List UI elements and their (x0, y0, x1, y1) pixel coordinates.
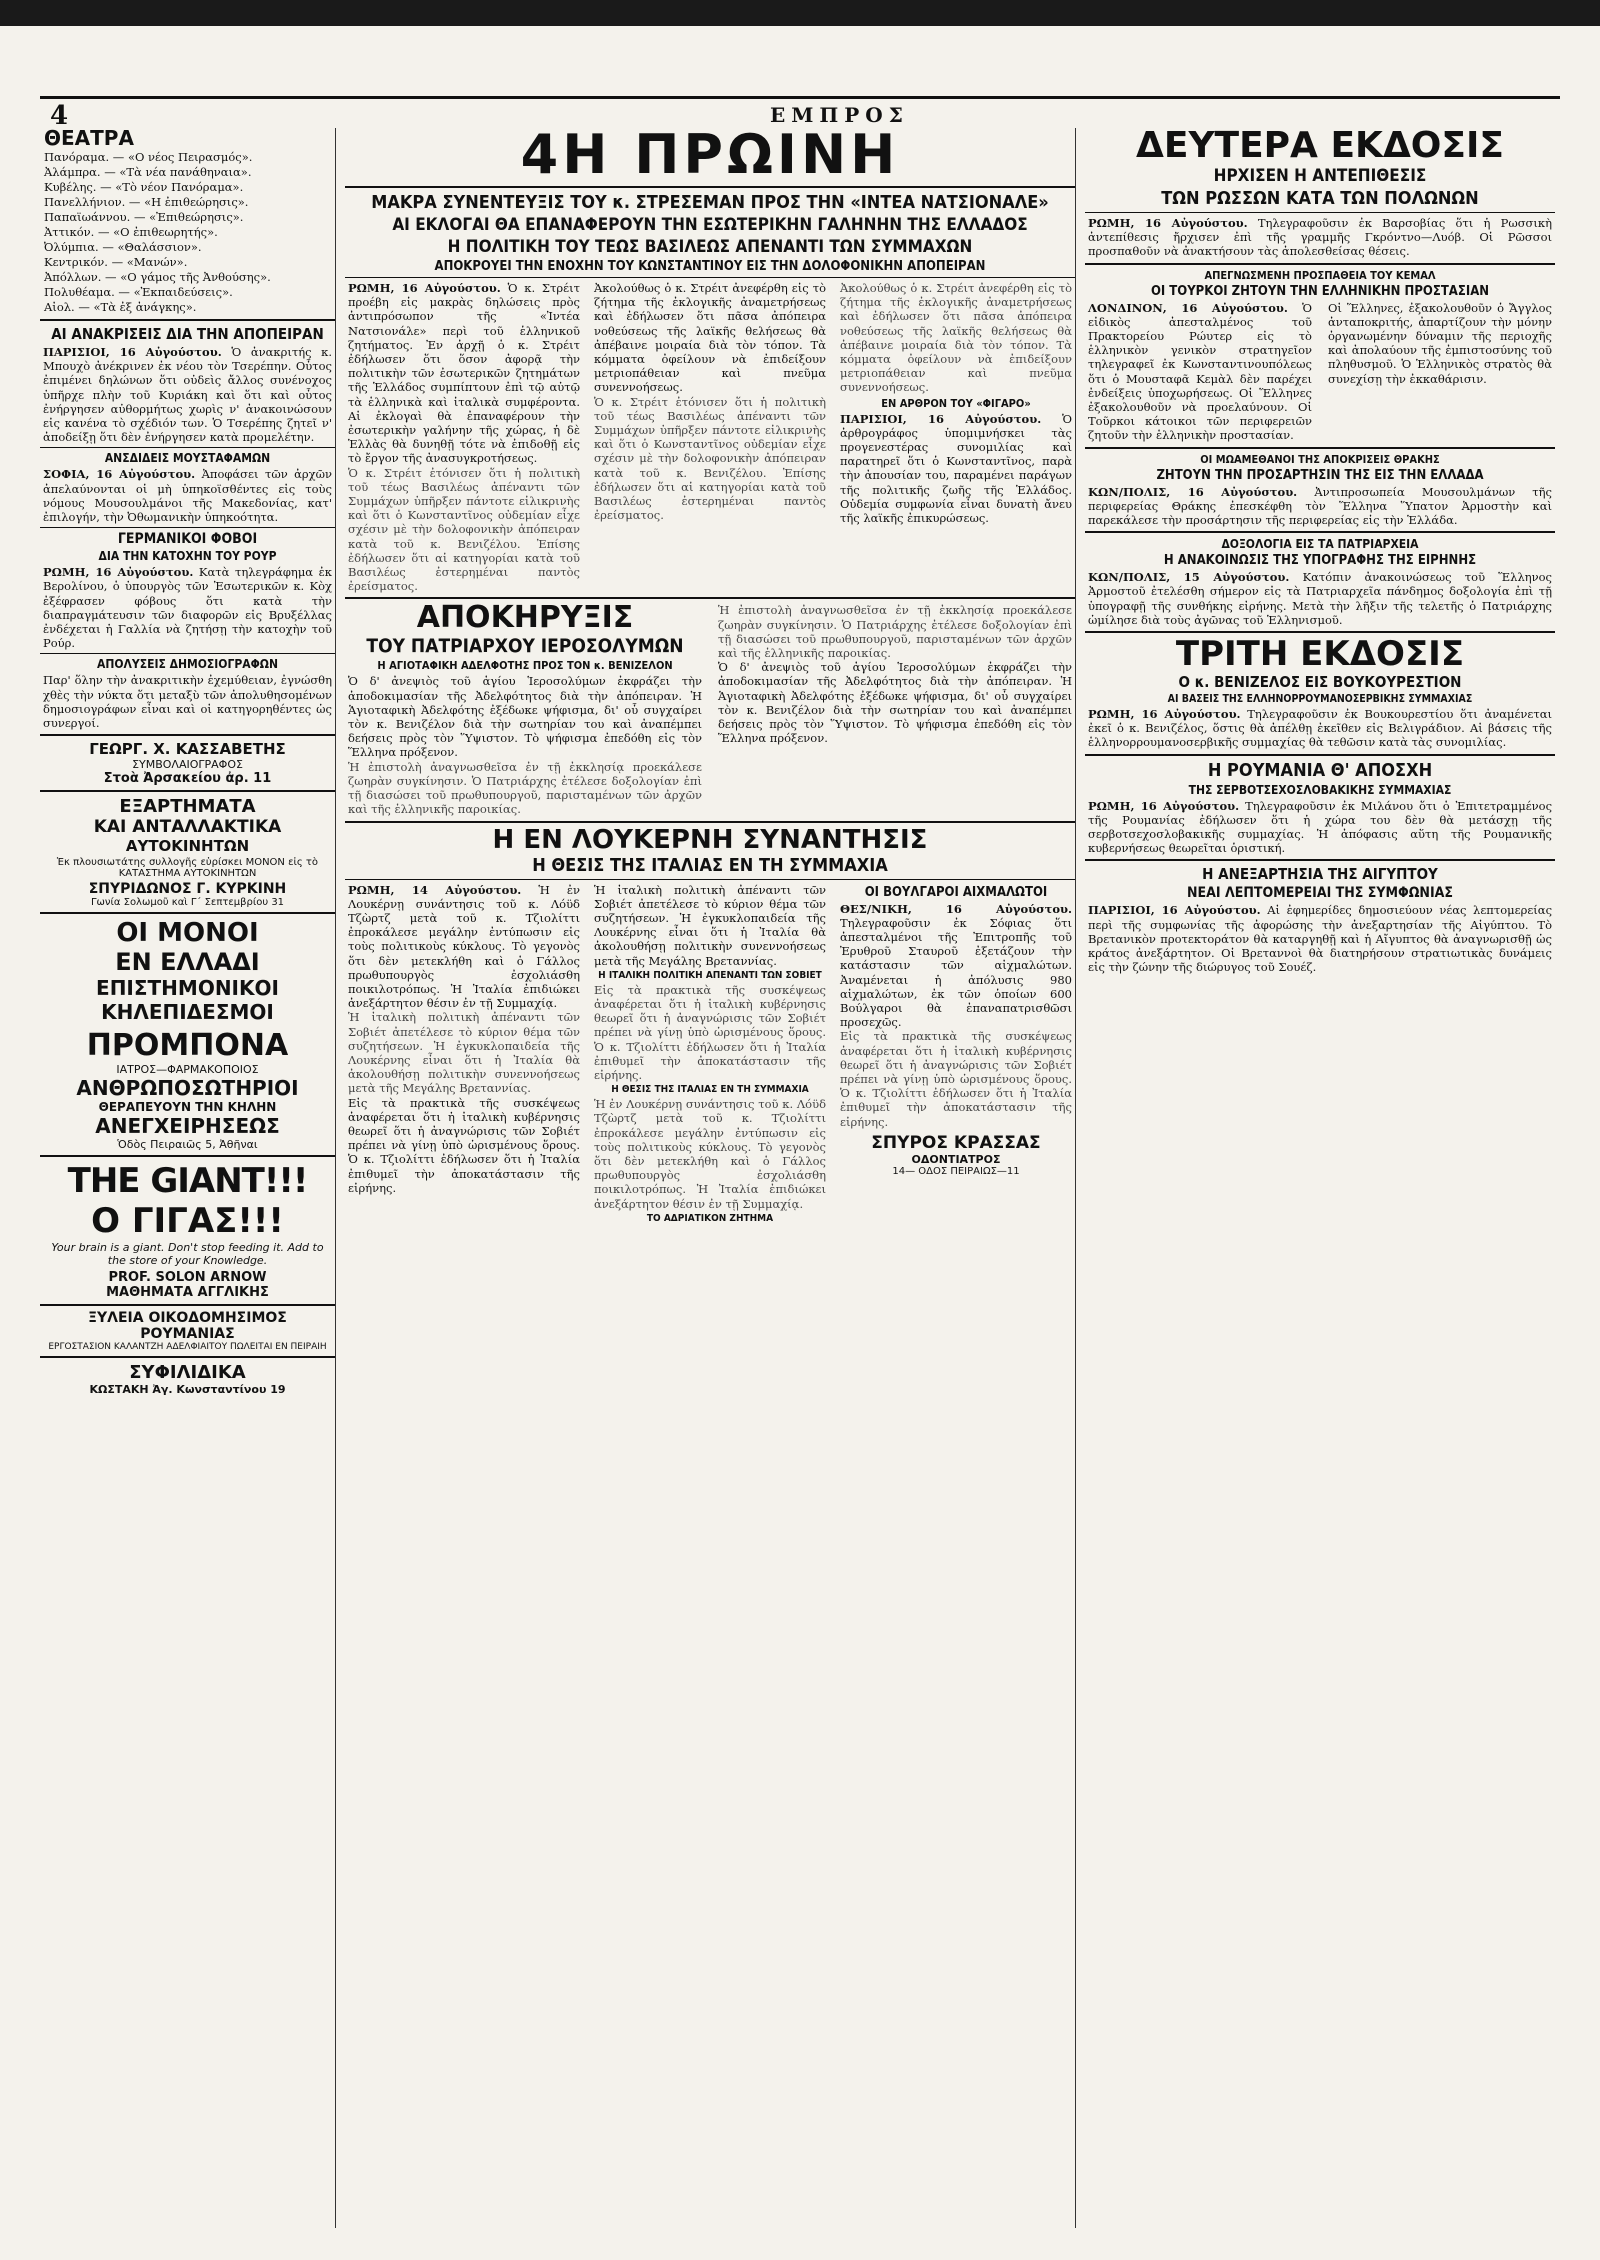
article-subheading: ΖΗΤΟΥΝ ΤΗΝ ΠΡΟΣΑΡΤΗΣΙΝ ΤΗΣ ΕΙΣ ΤΗΝ ΕΛΛΑΔΑ (1156, 467, 1484, 483)
theatre-listing (44, 150, 331, 315)
article-subheading: ΗΡΧΙΣΕΝ Η ΑΝΤΕΠΙΘΕΣΙΣ (1213, 166, 1427, 186)
article-heading: ΑΠΟΛΥΣΕΙΣ ΔΗΜΟΣΙΟΓΡΑΦΩΝ (96, 657, 279, 672)
left-column (40, 128, 336, 2228)
edition-heading: 4Η ΠΡΩΙΝΗ (520, 128, 900, 186)
article-subheading: ΔΙΑ ΤΗΝ ΚΑΤΟΧΗΝ ΤΟΥ ΡΟΥΡ (98, 549, 277, 564)
advertisement: ΞΥΛΕΙΑ ΟΙΚΟΔΟΜΗΣΙΜΟΣ ΡΟΥΜΑΝΙΑΣ ΕΡΓΟΣΤΑΣΙΟΝ ΚΑΛΑΝΤΖΗ ΑΔΕΛΦΙΑΙΤΟΥ ΠΩΛΕΙΤΑΙ ΕΝ ΠΕΙΡΑΙΗ (48, 1310, 327, 1353)
lead-subheading: Η ΠΟΛΙΤΙΚΗ ΤΟΥ ΤΕΩΣ ΒΑΣΙΛΕΩΣ ΑΠΕΝΑΝΤΙ ΤΩΝ ΣΥΜΜΑΧΩΝ (447, 237, 973, 257)
article-block: ΛΟΝΔΙΝΟΝ, 16 Αὐγούστου. Ὁ εἰδικὸς ἀπεσταλμένος τοῦ Πρακτορείου Ρώυτερ εἰς τὸ ἑλληνικὸν γενικὸν στρατηγεῖον τηλεγραφεῖ ἐκ Κωνσταντινουπόλεως ὅτι ὁ Μουσταφᾶ Κεμὰλ δὲν παρέχει ἐνδείξεις ὑποχωρήσεως. Οἱ Ἕλληνες ἐξακολουθοῦν νὰ προελαύνουν. Οἱ Τοῦρκοι κάτοικοι τῶν περιφερειῶν ζητοῦν τὴν ἑλληνικὴν προστασίαν. Οἱ Ἕλληνες, ἐξακολουθοῦν ὁ Ἄγγλος ἀνταποκριτής, ἀπαρτίζουν τὴν μόνην ὀργανωμένην δύναμιν τῆς περιοχῆς καὶ ἀπολαύουν τῆς ἐμπιστοσύνης τοῦ πληθυσμοῦ. Ὁ Ἑλληνικὸς στρατὸς θὰ συνεχίσῃ τὴν ἐκκαθάρισιν. (1088, 300, 1552, 443)
advertisement: THE GIANT!!! Ο ΓΙΓΑΣ!!! Your brain is a giant. Don't stop feeding it. Add to the store of your Knowledge. PROF. SOLON ARNOW ΜΑΘΗΜΑΤΑ ΑΓΓΛΙΚΗΣ (51, 1161, 324, 1301)
lead-subheading: ΑΙ ΕΚΛΟΓΑΙ ΘΑ ΕΠΑΝΑΦΕΡΟΥΝ ΤΗΝ ΕΣΩΤΕΡΙΚΗΝ ΓΑΛΗΝΗΝ ΤΗΣ ΕΛΛΑΔΟΣ (392, 215, 1028, 235)
right-column (1085, 128, 1555, 2228)
article-heading: ΑΙ ΑΝΑΚΡΙΣΕΙΣ ΔΙΑ ΤΗΝ ΑΠΟΠΕΙΡΑΝ (51, 325, 324, 343)
page-number: 4 (50, 101, 69, 131)
article-subheading: Ο κ. ΒΕΝΙΖΕΛΟΣ ΕΙΣ ΒΟΥΚΟΥΡΕΣΤΙΟΝ (1178, 673, 1462, 692)
article-body: ΠΑΡΙΣΙΟΙ, 16 Αὐγούστου. Ὁ ἀνακριτής κ. Μπουχὸ ἀνέκρινεν ἐκ νέου τὸν Τσερέπην. Οὗτος ἐπιμένει δηλώνων ὅτι οὐδεὶς ἄλλος συνένοχος ὑπῆρχε πλὴν τοῦ Κυριάκη καὶ ὅτι καὶ οὗτος ἐνήργησεν αὐθορμήτως χωρὶς ν' ἀνακοινώσουν εἰς κανένα τὸ σχέδιόν των. Ὁ Τσερέπης ζητεῖ ν' ἀποδείξῃ ὅτι δὲν ἐνήργησεν κατὰ προμελέτην. (43, 345, 333, 445)
list-item: Πολυθέαμα. — «Ἐκπαιδεύσεις». (44, 285, 233, 299)
article-block: ΡΩΜΗ, 14 Αὐγούστου. Ἡ ἐν Λουκέρνῃ συνάντησις τοῦ κ. Λόϋδ Τζὼρτζ μετὰ τοῦ κ. Τζιολίττι ἐπροκάλεσε μεγάλην ἐντύπωσιν εἰς τοὺς πολιτικοὺς κύκλους. Τὸ γεγονὸς ὅτι δὲν μετεκλήθη καὶ ὁ Γάλλος πρωθυπουργὸς ἐσχολιάσθη ποικιλοτρόπως. Ἡ Ἰταλία ἐπιδιώκει ἀνεξάρτητον θέσιν ἐν τῇ Συμμαχίᾳ. Ἡ ἰταλικὴ πολιτικὴ ἀπέναντι τῶν Σοβιέτ ἀπετέλεσε τὸ κύριον θέμα τῶν συζητήσεων. Ἡ ἐγκυκλοπαιδεία τῆς Λουκέρνης εἶναι ὅτι ἡ Ἰταλία θὰ ἀκολουθήσῃ πολιτικὴν συνεννοήσεως μετὰ τῆς Μεγάλης Βρεταννίας. Εἰς τὰ πρακτικὰ τῆς συσκέψεως ἀναφέρεται ὅτι ἡ ἰταλικὴ κυβέρνησις θεωρεῖ ὅτι ἡ ἀναγνώρισις τῶν Σοβιέτ πρέπει νὰ γίνῃ ὑπὸ ὡρισμένους ὅρους. Ὁ κ. Τζιολίττι ἐδήλωσεν ὅτι ἡ Ἰταλία ἐπιθυμεῖ τὴν ἀποκατάστασιν τῆς εἰρήνης. Ἡ ἰταλικὴ πολιτικὴ ἀπέναντι τῶν Σοβιέτ ἀπετέλεσε τὸ κύριον θέμα τῶν συζητήσεων. Ἡ ἐγκυκλοπαιδεία τῆς Λουκέρνης εἶναι ὅτι ἡ Ἰταλία θὰ ἀκολουθήσῃ πολιτικὴν συνεννοήσεως μετὰ τῆς Μεγάλης Βρεταννίας. Η ΙΤΑΛΙΚΗ ΠΟΛΙΤΙΚΗ ΑΠΕΝΑΝΤΙ ΤΩΝ ΣΟΒΙΕΤ Εἰς τὰ πρακτικὰ τῆς συσκέψεως ἀναφέρεται ὅτι ἡ ἰταλικὴ κυβέρνησις θεωρεῖ ὅτι ἡ ἀναγνώρισις τῶν Σοβιέτ πρέπει νὰ γίνῃ ὑπὸ ὡρισμένους ὅρους. Ὁ κ. Τζιολίττι ἐδήλωσεν ὅτι ἡ Ἰταλία ἐπιθυμεῖ τὴν ἀποκατάστασιν τῆς εἰρήνης. Η ΘΕΣΙΣ ΤΗΣ ΙΤΑΛΙΑΣ ΕΝ ΤΗ ΣΥΜΜΑΧΙΑ Ἡ ἐν Λουκέρνῃ συνάντησις τοῦ κ. Λόϋδ Τζὼρτζ μετὰ τοῦ κ. Τζιολίττι ἐπροκάλεσε μεγάλην ἐντύπωσιν εἰς τοὺς πολιτικοὺς κύκλους. Τὸ γεγονὸς ὅτι δὲν μετεκλήθη καὶ ὁ Γάλλος πρωθυπουργὸς ἐσχολιάσθη ποικιλοτρόπως. Ἡ Ἰταλία ἐπιδιώκει ἀνεξάρτητον θέσιν ἐν τῇ Συμμαχίᾳ. ΤΟ ΑΔΡΙΑΤΙΚΟΝ ΖΗΤΗΜΑ ΟΙ ΒΟΥΛΓΑΡΟΙ ΑΙΧΜΑΛΩΤΟΙ ΘΕΣ/ΝΙΚΗ, 16 Αὐγούστου. Τηλεγραφοῦσιν ἐκ Σόφιας ὅτι ἀπεσταλμένοι τῆς Ἐπιτροπῆς τοῦ Ἐρυθροῦ Σταυροῦ ἐξετάζουν τὴν κατάστασιν τῶν αἰχμαλώτων. Ἀναμένεται ἡ ἀπόλυσις 980 αἰχμαλώτων, ἐκ τῶν ὁποίων 600 Βούλγαροι θὰ ἐπαναπατρισθῶσι προσεχῶς. Εἰς τὰ πρακτικὰ τῆς συσκέψεως ἀναφέρεται ὅτι ἡ ἰταλικὴ κυβέρνησις θεωρεῖ ὅτι ἡ ἀναγνώρισις τῶν Σοβιέτ πρέπει νὰ γίνῃ ὑπὸ ὡρισμένους ὅρους. Ὁ κ. Τζιολίττι ἐδήλωσεν ὅτι ἡ Ἰταλία ἐπιθυμεῖ τὴν ἀποκατάστασιν τῆς εἰρήνης. ΣΠΥΡΟΣ ΚΡΑΣΣΑΣ ΟΔΟΝΤΙΑΤΡΟΣ 14— ΟΔΟΣ ΠΕΙΡΑΙΩΣ—11 (345, 883, 1075, 1226)
article-heading: ΑΠΟΚΗΡΥΞΙΣ (416, 600, 634, 636)
article-body: ΚΩΝ/ΠΟΛΙΣ, 16 Αὐγούστου. Ἀντιπροσωπεία Μουσουλμάνων τῆς περιφερείας Θράκης ἐπεσκέφθη τὸν Ἕλληνα Ὕπατον Ἀρμοστὴν καὶ παρεκάλεσε τὴν προσάρτησιν τῆς περιφερείας εἰς τὴν Ἑλλάδα. (1088, 484, 1552, 528)
lead-subheading: ΑΠΟΚΡΟΥΕΙ ΤΗΝ ΕΝΟΧΗΝ ΤΟΥ ΚΩΝΣΤΑΝΤΙΝΟΥ ΕΙΣ ΤΗΝ ΔΟΛΟΦΟΝΙΚΗΝ ΑΠΟΠΕΙΡΑΝ (434, 259, 986, 274)
advertisement: ΕΞΑΡΤΗΜΑΤΑ ΚΑΙ ΑΝΤΑΛΛΑΚΤΙΚΑ ΑΥΤΟΚΙΝΗΤΩΝ Ἐκ πλουσιωτάτης συλλογῆς εὑρίσκει ΜΟΝΟΝ εἰς τὸ ΚΑΤΑΣΤΗΜΑ ΑΥΤΟΚΙΝΗΤΩΝ ΣΠΥΡΙΔΩΝΟΣ Γ. ΚΥΡΚΙΝΗ Γωνία Σολωμοῦ καὶ Γ΄ Σεπτεμβρίου 31 (56, 796, 319, 909)
advertisement: ΓΕΩΡΓ. Χ. ΚΑΣΣΑΒΕΤΗΣ ΣΥΜΒΟΛΑΙΟΓΡΑΦΟΣ Στοὰ Ἀρσακείου ἀρ. 11 (89, 740, 286, 787)
article-heading: Η ΑΝΕΞΑΡΤΗΣΙΑ ΤΗΣ ΑΙΓΥΠΤΟΥ (1202, 865, 1438, 884)
article-body: ΠΑΡΙΣΙΟΙ, 16 Αὐγούστου. Αἱ ἐφημερίδες δημοσιεύουν νέας λεπτομερείας περὶ τῆς συμφωνίας τῆς ἀφορώσης τὴν ἀνεξαρτησίαν τῆς Αἰγύπτου. Τὸ Βρετανικὸν προτεκτοράτον θὰ καταργηθῇ καὶ ἡ Αἴγυπτος θὰ ἀναγνωρισθῇ ὡς κράτος ἀνεξάρτητον. Οἱ Βρεταννοὶ θὰ διατηρήσουν στρατιωτικὰς δυνάμεις εἰς τὴν ζώνην τῆς διώρυγος τοῦ Σουέζ. (1088, 903, 1553, 975)
list-item: Κυβέλης. — «Τὸ νέον Πανόραμα». (44, 180, 244, 194)
list-item: Ἀπόλλων. — «Ο γάμος τῆς Ἀνθούσης». (44, 270, 271, 284)
article-heading: Η ΡΟΥΜΑΝΙΑ Θ' ΑΠΟΣΧΗ (1207, 759, 1433, 781)
article-block: ΑΠΟΚΗΡΥΞΙΣ ΤΟΥ ΠΑΤΡΙΑΡΧΟΥ ΙΕΡΟΣΟΛΥΜΩΝ Η ΑΓΙΟΤΑΦΙΚΗ ΑΔΕΛΦΟΤΗΣ ΠΡΟΣ ΤΟΝ κ. ΒΕΝΙΖΕΛΟΝ Ὁ δ' ἀνεψιὸς τοῦ ἁγίου Ἱεροσολύμων ἐκφράζει τὴν ἀποδοκιμασίαν τῆς Ἀδελφότητος διὰ τὴν ἀπόπειραν. Ἡ Ἁγιοταφικὴ Ἀδελφότης ἐξέδωκε ψήφισμα, δι' οὗ συγχαίρει τὸν κ. Βενιζέλον διὰ τὴν σωτηρίαν του καὶ ἀναπέμπει δεήσεις πρὸς τὸν Ὕψιστον. Τὸ ψήφισμα ἐπεδόθη εἰς τὸν Ἕλληνα πρόξενον. Ἡ ἐπιστολὴ ἀναγνωσθεῖσα ἐν τῇ ἐκκλησίᾳ προεκάλεσε ζωηρὰν συγκίνησιν. Ὁ Πατριάρχης ἐτέλεσε δοξολογίαν ἐπὶ τῇ διασώσει τοῦ πρωθυπουργοῦ, παρισταμένων τῶν ἀρχῶν καὶ τῆς ἑλληνικῆς παροικίας. (345, 603, 705, 816)
list-item: Κεντρικόν. — «Μανών». (44, 255, 188, 269)
article-subheading: Η ΑΝΑΚΟΙΝΩΣΙΣ ΤΗΣ ΥΠΟΓΡΑΦΗΣ ΤΗΣ ΕΙΡΗΝΗΣ (1163, 553, 1477, 569)
article-heading: ΕΝ ΑΡΘΡΟΝ ΤΟΥ «ΦΙΓΑΡΟ» (881, 396, 1031, 410)
list-item: Ὀλύμπια. — «Θαλάσσιον». (44, 240, 202, 254)
article-subheading: ΤΗΣ ΣΕΡΒΟΤΣΕΧΟΣΛΟΒΑΚΙΚΗΣ ΣΥΜΜΑΧΙΑΣ (1188, 782, 1452, 797)
article-subheading: ΟΙ ΤΟΥΡΚΟΙ ΖΗΤΟΥΝ ΤΗΝ ΕΛΛΗΝΙΚΗΝ ΠΡΟΣΤΑΣΙΑΝ (1150, 283, 1490, 299)
article-subheading: Η ΑΓΙΟΤΑΦΙΚΗ ΑΔΕΛΦΟΤΗΣ ΠΡΟΣ ΤΟΝ κ. ΒΕΝΙΖΕΛΟΝ (377, 659, 673, 673)
theatres-heading: ΘΕΑΤΡΑ (44, 128, 134, 150)
center-column: 4Η ΠΡΩΙΝΗ ΜΑΚΡΑ ΣΥΝΕΝΤΕΥΞΙΣ ΤΟΥ κ. ΣΤΡΕΣΕΜΑΝ ΠΡΟΣ ΤΗΝ «ΙΝΤΕΑ ΝΑΤΣΙΟΝΑΛΕ» ΑΙ ΕΚΛΟΓΑΙ ΘΑ ΕΠΑΝΑΦΕΡΟΥΝ ΤΗΝ ΕΣΩΤΕΡΙΚΗΝ ΓΑΛΗΝΗΝ ΤΗΣ ΕΛΛΑΔΟΣ Η ΠΟΛΙΤΙΚΗ ΤΟΥ ΤΕΩΣ ΒΑΣΙΛΕΩΣ ΑΠΕΝΑΝΤΙ ΤΩΝ ΣΥΜΜΑΧΩΝ ΑΠΟΚΡΟΥΕΙ ΤΗΝ ΕΝΟΧΗΝ ΤΟΥ ΚΩΝΣΤΑΝΤΙΝΟΥ ΕΙΣ ΤΗΝ ΔΟΛΟΦΟΝΙΚΗΝ ΑΠΟΠΕΙΡΑΝ ΡΩΜΗ, 16 Αὐγούστου. Ὁ κ. Στρέιτ προέβη εἰς μακρὰς δηλώσεις πρὸς ἀντιπρόσωπον τῆς «Ἰντέα Νατσιονάλε» περὶ τοῦ ἑλληνικοῦ ζητήματος. Ἐν ἀρχῇ ὁ κ. Στρέιτ ἐδήλωσεν ὅτι ὅσον ἀφορᾷ τὴν πολιτικὴν τῶν ἐσωτερικῶν ζητημάτων τῆς Ἑλλάδος συμπίπτουν ἐπὶ τῷ αὐτῷ τὰ ἑλληνικὰ καὶ ἰταλικὰ συμφέροντα. Αἱ ἐκλογαὶ θὰ ἐπαναφέρουν τὴν ἐσωτερικὴν γαλήνην τῆς χώρας, ἡ δὲ Ἑλλὰς θὰ δυνηθῇ τότε νὰ ἐπιδοθῇ εἰς τὸ ἔργον τῆς ἀνασυγκροτήσεως. Ὁ κ. Στρέιτ ἐτόνισεν ὅτι ἡ πολιτικὴ τοῦ τέως Βασιλέως ἀπέναντι τῶν Συμμάχων ὑπῆρξεν πάντοτε εἰλικρινὴς καὶ ὅτι ὁ Κωνσταντῖνος οὐδεμίαν εἶχε σχέσιν μὲ τὴν δολοφονικὴν ἀπόπειραν κατὰ τοῦ κ. Βενιζέλου. Ἐπίσης ἐδήλωσεν ὅτι αἱ κατηγορίαι κατὰ τοῦ Βασιλέως ἐστερημέναι παντὸς ἐρείσματος. Ἀκολούθως ὁ κ. Στρέιτ ἀνεφέρθη εἰς τὸ ζήτημα τῆς ἐκλογικῆς ἀναμετρήσεως καὶ ἐδήλωσεν ὅτι πᾶσα ἀπόπειρα νοθεύσεως τῆς λαϊκῆς θελήσεως θὰ ἀπέβαινε μοιραία διὰ τὸν τόπον. Τὰ κόμματα ὀφείλουν νὰ ἐπιδείξουν μετριοπάθειαν καὶ πνεῦμα συνεννοήσεως. Ὁ κ. Στρέιτ ἐτόνισεν ὅτι ἡ πολιτικὴ τοῦ τέως Βασιλέως ἀπέναντι τῶν Συμμάχων ὑπῆρξεν πάντοτε εἰλικρινὴς καὶ ὅτι ὁ Κωνσταντῖνος οὐδεμίαν εἶχε σχέσιν μὲ τὴν δολοφονικὴν ἀπόπειραν κατὰ τοῦ κ. Βενιζέλου. Ἐπίσης ἐδήλωσεν ὅτι αἱ κατηγορίαι κατὰ τοῦ Βασιλέως ἐστερημέναι παντὸς ἐρείσματος. Ἀκολούθως ὁ κ. Στρέιτ ἀνεφέρθη εἰς τὸ ζήτημα τῆς ἐκλογικῆς ἀναμετρήσεως καὶ ἐδήλωσεν ὅτι πᾶσα ἀπόπειρα νοθεύσεως τῆς λαϊκῆς θελήσεως θὰ ἀπέβαινε μοιραία διὰ τὸν τόπον. Τὰ κόμματα ὀφείλουν νὰ ἐπιδείξουν μετριοπάθειαν καὶ πνεῦμα συνεννοήσεως. ΕΝ ΑΡΘΡΟΝ ΤΟΥ «ΦΙΓΑΡΟ» ΠΑΡΙΣΙΟΙ, 16 Αὐγούστου. Ὁ ἀρθρογράφος ὑπομιμνήσκει τὰς προγενεστέρας συνομιλίας καὶ παρατηρεῖ ὅτι ὁ Κωνσταντῖνος, παρὰ τὴν ἀπουσίαν του, παραμένει παράγων τῆς πολιτικῆς ζωῆς τῆς Ἑλλάδος. Οὐδεμία συμφωνία εἶναι δυνατὴ ἄνευ τῆς λαϊκῆς ἐπικυρώσεως. ΑΠΟΚΗΡΥΞΙΣ ΤΟΥ ΠΑΤΡΙΑΡΧΟΥ ΙΕΡΟΣΟΛΥΜΩΝ Η ΑΓΙΟΤΑΦΙΚΗ ΑΔΕΛΦΟΤΗΣ ΠΡΟΣ ΤΟΝ κ. ΒΕΝΙΖΕΛΟΝ Ὁ δ' ἀνεψιὸς τοῦ ἁγίου Ἱεροσολύμων ἐκφράζει τὴν ἀποδοκιμασίαν τῆς Ἀδελφότητος διὰ τὴν ἀπόπειραν. Ἡ Ἁγιοταφικὴ Ἀδελφότης ἐξέδωκε ψήφισμα, δι' οὗ συγχαίρει τὸν κ. Βενιζέλον διὰ τὴν σωτηρίαν του καὶ ἀναπέμπει δεήσεις πρὸς τὸν Ὕψιστον. Τὸ ψήφισμα ἐπεδόθη εἰς τὸν Ἕλληνα πρόξενον. Ἡ ἐπιστολὴ ἀναγνωσθεῖσα ἐν τῇ ἐκκλησίᾳ προεκάλεσε ζωηρὰν συγκίνησιν. Ὁ Πατριάρχης ἐτέλεσε δοξολογίαν ἐπὶ τῇ διασώσει τοῦ πρωθυπουργοῦ, παρισταμένων τῶν ἀρχῶν καὶ τῆς ἑλληνικῆς παροικίας. Ἡ ἐπιστολὴ ἀναγνωσθεῖσα ἐν τῇ ἐκκλησίᾳ προεκάλεσε ζωηρὰν συγκίνησιν. Ὁ Πατριάρχης ἐτέλεσε δοξολογίαν ἐπὶ τῇ διασώσει τοῦ πρωθυπουργοῦ, παρισταμένων τῶν ἀρχῶν καὶ τῆς ἑλληνικῆς παροικίας. Ὁ δ' ἀνεψιὸς τοῦ ἁγίου Ἱεροσολύμων ἐκφράζει τὴν ἀποδοκιμασίαν τῆς Ἀδελφότητος διὰ τὴν ἀπόπειραν. Ἡ Ἁγιοταφικὴ Ἀδελφότης ἐξέδωκε ψήφισμα, δι' οὗ συγχαίρει τὸν κ. Βενιζέλον διὰ τὴν σωτηρίαν του καὶ ἀναπέμπει δεήσεις πρὸς τὸν Ὕψιστον. Τὸ ψήφισμα ἐπεδόθη εἰς τὸν Ἕλληνα πρόξενον. Η ΕΝ ΛΟΥΚΕΡΝΗ ΣΥΝΑΝΤΗΣΙΣ Η ΘΕΣΙΣ ΤΗΣ ΙΤΑΛΙΑΣ ΕΝ ΤΗ ΣΥΜΜΑΧΙΑ ΡΩΜΗ, 14 Αὐγούστου. Ἡ ἐν Λουκέρνῃ συνάντησις τοῦ κ. Λόϋδ Τζὼρτζ μετὰ τοῦ κ. Τζιολίττι ἐπροκάλεσε μεγάλην ἐντύπωσιν εἰς τοὺς πολιτικοὺς κύκλους. Τὸ γεγονὸς ὅτι δὲν μετεκλήθη καὶ ὁ Γάλλος πρωθυπουργὸς ἐσχολιάσθη ποικιλοτρόπως. Ἡ Ἰταλία ἐπιδιώκει ἀνεξάρτητον θέσιν ἐν τῇ Συμμαχίᾳ. Ἡ ἰταλικὴ πολιτικὴ ἀπέναντι τῶν Σοβιέτ ἀπετέλεσε τὸ κύριον θέμα τῶν συζητήσεων. Ἡ ἐγκυκλοπαιδεία τῆς Λουκέρνης εἶναι ὅτι ἡ Ἰταλία θὰ ἀκολουθήσῃ πολιτικὴν συνεννοήσεως μετὰ τῆς Μεγάλης Βρεταννίας. Εἰς τὰ πρακτικὰ τῆς συσκέψεως ἀναφέρεται ὅτι ἡ ἰταλικὴ κυβέρνησις θεωρεῖ ὅτι ἡ ἀναγνώρισις τῶν Σοβιέτ πρέπει νὰ γίνῃ ὑπὸ ὡρισμένους ὅρους. Ὁ κ. Τζιολίττι ἐδήλωσεν ὅτι ἡ Ἰταλία ἐπιθυμεῖ τὴν ἀποκατάστασιν τῆς εἰρήνης. Ἡ ἰταλικὴ πολιτικὴ ἀπέναντι τῶν Σοβιέτ ἀπετέλεσε τὸ κύριον θέμα τῶν συζητήσεων. Ἡ ἐγκυκλοπαιδεία τῆς Λουκέρνης εἶναι ὅτι ἡ Ἰταλία θὰ ἀκολουθήσῃ πολιτικὴν συνεννοήσεως μετὰ τῆς Μεγάλης Βρεταννίας. Η ΙΤΑΛΙΚΗ ΠΟΛΙΤΙΚΗ ΑΠΕΝΑΝΤΙ ΤΩΝ ΣΟΒΙΕΤ Εἰς τὰ πρακτικὰ τῆς συσκέψεως ἀναφέρεται ὅτι ἡ ἰταλικὴ κυβέρνησις θεωρεῖ ὅτι ἡ ἀναγνώρισις τῶν Σοβιέτ πρέπει νὰ γίνῃ ὑπὸ ὡρισμένους ὅρους. Ὁ κ. Τζιολίττι ἐδήλωσεν ὅτι ἡ Ἰταλία ἐπιθυμεῖ τὴν ἀποκατάστασιν τῆς εἰρήνης. Η ΘΕΣΙΣ ΤΗΣ ΙΤΑΛΙΑΣ ΕΝ ΤΗ ΣΥΜΜΑΧΙΑ Ἡ ἐν Λουκέρνῃ συνάντησις τοῦ κ. Λόϋδ Τζὼρτζ μετὰ τοῦ κ. Τζιολίττι ἐπροκάλεσε μεγάλην ἐντύπωσιν εἰς τοὺς πολιτικοὺς κύκλους. Τὸ γεγονὸς ὅτι δὲν μετεκλήθη καὶ ὁ Γάλλος πρωθυπουργὸς ἐσχολιάσθη ποικιλοτρόπως. Ἡ Ἰταλία ἐπιδιώκει ἀνεξάρτητον θέσιν ἐν τῇ Συμμαχίᾳ. ΤΟ ΑΔΡΙΑΤΙΚΟΝ ΖΗΤΗΜΑ ΟΙ ΒΟΥΛΓΑΡΟΙ ΑΙΧΜΑΛΩΤΟΙ ΘΕΣ/ΝΙΚΗ, 16 Αὐγούστου. Τηλεγραφοῦσιν ἐκ Σόφιας ὅτι ἀπεσταλμένοι τῆς Ἐπιτροπῆς τοῦ Ἐρυθροῦ Σταυροῦ ἐξετάζουν τὴν κατάστασιν τῶν αἰχμαλώτων. Ἀναμένεται ἡ ἀπόλυσις 980 αἰχμαλώτων, ἐκ τῶν ὁποίων 600 Βούλγαροι θὰ ἐπαναπατρισθῶσι προσεχῶς. Εἰς τὰ πρακτικὰ τῆς συσκέψεως ἀναφέρεται ὅτι ἡ ἰταλικὴ κυβέρνησις θεωρεῖ ὅτι ἡ ἀναγνώρισις τῶν Σοβιέτ πρέπει νὰ γίνῃ ὑπὸ ὡρισμένους ὅρους. Ὁ κ. Τζιολίττι ἐδήλωσεν ὅτι ἡ Ἰταλία ἐπιθυμεῖ τὴν ἀποκατάστασιν τῆς εἰρήνης. ΣΠΥΡΟΣ ΚΡΑΣΣΑΣ ΟΔΟΝΤΙΑΤΡΟΣ 14— ΟΔΟΣ ΠΕΙΡΑΙΩΣ—11 (345, 128, 1076, 2228)
article-body: ΡΩΜΗ, 16 Αὐγούστου. Τηλεγραφοῦσιν ἐκ Βαρσοβίας ὅτι ἡ Ρωσσικὴ ἀντεπίθεσις ἤρχισεν ἐπὶ τῆς γραμμῆς Γκρόντνο—Λυόβ. Οἱ Ρῶσσοι προσπαθοῦν νὰ ἀνακτήσουν τὰς ἀπολεσθείσας θέσεις. (1088, 216, 1552, 259)
article-heading: ΟΙ ΒΟΥΛΓΑΡΟΙ ΑΙΧΜΑΛΩΤΟΙ (864, 884, 1048, 900)
article-heading: Η ΕΝ ΛΟΥΚΕΡΝΗ ΣΥΝΑΝΤΗΣΙΣ (492, 824, 928, 855)
article-body: ΡΩΜΗ, 16 Αὐγούστου. Τηλεγραφοῦσιν ἐκ Μιλάνου ὅτι ὁ Ἐπιτετραμμένος τῆς Ρουμανίας ἐδήλωσεν ὅτι ἡ χώρα του δὲν θὰ μετάσχῃ τῆς σερβοτσεχοσλοβακικῆς συμμαχίας. Ἡ ἀπόφασις αὕτη τῆς Ρουμανικῆς κυβερνήσεως θεωρεῖται ὁριστική. (1088, 798, 1553, 856)
article-subheading: Η ΘΕΣΙΣ ΤΗΣ ΙΤΑΛΙΑΣ ΕΝ ΤΗ ΣΥΜΜΑΧΙΑ (532, 854, 888, 876)
page-header (40, 96, 1560, 131)
list-item: Πανελλήνιον. — «Η ἐπιθεώρησις». (44, 195, 249, 209)
article-body: ΣΟΦΙΑ, 16 Αὐγούστου. Ἀποφάσει τῶν ἀρχῶν ἀπελαύνονται οἱ μὴ ὑπηκοϊσθέντες εἰς τοὺς νόμους Μουσουλμάνοι τῆς Μακεδονίας, κατ' ἐπιλογήν, τὴν Ὀθωμανικὴν ὑπηκοότητα. (43, 467, 333, 525)
lead-article: ΡΩΜΗ, 16 Αὐγούστου. Ὁ κ. Στρέιτ προέβη εἰς μακρὰς δηλώσεις πρὸς ἀντιπρόσωπον τῆς «Ἰντέα Νατσιονάλε» περὶ τοῦ ἑλληνικοῦ ζητήματος. Ἐν ἀρχῇ ὁ κ. Στρέιτ ἐδήλωσεν ὅτι ὅσον ἀφορᾷ τὴν πολιτικὴν τῶν ἐσωτερικῶν ζητημάτων τῆς Ἑλλάδος συμπίπτουν ἐπὶ τῷ αὐτῷ τὰ ἑλληνικὰ καὶ ἰταλικὰ συμφέροντα. Αἱ ἐκλογαὶ θὰ ἐπαναφέρουν τὴν ἐσωτερικὴν γαλήνην τῆς χώρας, ἡ δὲ Ἑλλὰς θὰ δυνηθῇ τότε νὰ ἐπιδοθῇ εἰς τὸ ἔργον τῆς ἀνασυγκροτήσεως. Ὁ κ. Στρέιτ ἐτόνισεν ὅτι ἡ πολιτικὴ τοῦ τέως Βασιλέως ἀπέναντι τῶν Συμμάχων ὑπῆρξεν πάντοτε εἰλικρινὴς καὶ ὅτι ὁ Κωνσταντῖνος οὐδεμίαν εἶχε σχέσιν μὲ τὴν δολοφονικὴν ἀπόπειραν κατὰ τοῦ κ. Βενιζέλου. Ἐπίσης ἐδήλωσεν ὅτι αἱ κατηγορίαι κατὰ τοῦ Βασιλέως ἐστερημέναι παντὸς ἐρείσματος. Ἀκολούθως ὁ κ. Στρέιτ ἀνεφέρθη εἰς τὸ ζήτημα τῆς ἐκλογικῆς ἀναμετρήσεως καὶ ἐδήλωσεν ὅτι πᾶσα ἀπόπειρα νοθεύσεως τῆς λαϊκῆς θελήσεως θὰ ἀπέβαινε μοιραία διὰ τὸν τόπον. Τὰ κόμματα ὀφείλουν νὰ ἐπιδείξουν μετριοπάθειαν καὶ πνεῦμα συνεννοήσεως. Ὁ κ. Στρέιτ ἐτόνισεν ὅτι ἡ πολιτικὴ τοῦ τέως Βασιλέως ἀπέναντι τῶν Συμμάχων ὑπῆρξεν πάντοτε εἰλικρινὴς καὶ ὅτι ὁ Κωνσταντῖνος οὐδεμίαν εἶχε σχέσιν μὲ τὴν δολοφονικὴν ἀπόπειραν κατὰ τοῦ κ. Βενιζέλου. Ἐπίσης ἐδήλωσεν ὅτι αἱ κατηγορίαι κατὰ τοῦ Βασιλέως ἐστερημέναι παντὸς ἐρείσματος. Ἀκολούθως ὁ κ. Στρέιτ ἀνεφέρθη εἰς τὸ ζήτημα τῆς ἐκλογικῆς ἀναμετρήσεως καὶ ἐδήλωσεν ὅτι πᾶσα ἀπόπειρα νοθεύσεως τῆς λαϊκῆς θελήσεως θὰ ἀπέβαινε μοιραία διὰ τὸν τόπον. Τὰ κόμματα ὀφείλουν νὰ ἐπιδείξουν μετριοπάθειαν καὶ πνεῦμα συνεννοήσεως. ΕΝ ΑΡΘΡΟΝ ΤΟΥ «ΦΙΓΑΡΟ» ΠΑΡΙΣΙΟΙ, 16 Αὐγούστου. Ὁ ἀρθρογράφος ὑπομιμνήσκει τὰς προγενεστέρας συνομιλίας καὶ παρατηρεῖ ὅτι ὁ Κωνσταντῖνος, παρὰ τὴν ἀπουσίαν του, παραμένει παράγων τῆς πολιτικῆς ζωῆς τῆς Ἑλλάδος. Οὐδεμία συμφωνία εἶναι δυνατὴ ἄνευ τῆς λαϊκῆς ἐπικυρώσεως. (345, 281, 1075, 593)
advertisement: ΟΙ ΜΟΝΟΙ ΕΝ ΕΛΛΑΔΙ ΕΠΙΣΤΗΜΟΝΙΚΟΙ ΚΗΛΕΠΙΔΕΣΜΟΙ (96, 918, 279, 1025)
list-item: Ἀττικόν. — «Ο ἐπιθεωρητής». (44, 225, 218, 239)
article-body: ΚΩΝ/ΠΟΛΙΣ, 15 Αὐγούστου. Κατόπιν ἀνακοινώσεως τοῦ Ἕλληνος Ἀρμοστοῦ ἐτελέσθη σήμερον εἰς τὰ Πατριαρχεῖα πάνδημος δοξολογία ἐπὶ τῇ ὑπογραφῇ τῆς συνθήκης εἰρήνης. Μετὰ τὴν λῆξιν τῆς τελετῆς ὁ Πατριάρχης ὡμίλησε διὰ τοὺς ἀγῶνας τοῦ Ἑλληνισμοῦ. (1088, 570, 1552, 627)
article-subheading: ΤΟΥ ΠΑΤΡΙΑΡΧΟΥ ΙΕΡΟΣΟΛΥΜΩΝ (366, 635, 684, 658)
lead-subheading: ΜΑΚΡΑ ΣΥΝΕΝΤΕΥΞΙΣ ΤΟΥ κ. ΣΤΡΕΣΕΜΑΝ ΠΡΟΣ ΤΗΝ «ΙΝΤΕΑ ΝΑΤΣΙΟΝΑΛΕ» (371, 192, 1049, 213)
article-heading: ΑΝΣΔΙΔΕΙΣ ΜΟΥΣΤΑΦΑΜΩΝ (104, 451, 271, 466)
advertisement: ΣΠΥΡΟΣ ΚΡΑΣΣΑΣ ΟΔΟΝΤΙΑΤΡΟΣ 14— ΟΔΟΣ ΠΕΙΡΑΙΩΣ—11 (871, 1132, 1041, 1177)
newspaper-title: ΕΜΠΡΟΣ (770, 103, 909, 127)
list-item: Παπαϊωάννου. — «Ἐπιθεώρησις». (44, 210, 244, 224)
list-item: Ἀλάμπρα. — «Τὰ νέα πανάθηναια». (44, 165, 252, 179)
top-border-band (0, 0, 1600, 26)
article-body: Παρ' ὅλην τὴν ἀνακριτικὴν ἐχεμύθειαν, ἐγνώσθη χθὲς τὴν νύκτα ὅτι μεταξὺ τῶν ἀπολυθησομένων δημοσιογράφων εἶναι καὶ οἱ κατηγορηθέντες ὡς συνεργοί. (43, 673, 332, 731)
edition-heading: ΤΡΙΤΗ ΕΚΔΟΣΙΣ (1175, 634, 1465, 675)
list-item: Πανόραμα. — «Ο νέος Πειρασμός». (44, 150, 253, 164)
article-heading: ΔΟΞΟΛΟΓΙΑ ΕΙΣ ΤΑ ΠΑΤΡΙΑΡΧΕΙΑ (1221, 537, 1419, 552)
article-subheading: ΝΕΑΙ ΛΕΠΤΟΜΕΡΕΙΑΙ ΤΗΣ ΣΥΜΦΩΝΙΑΣ (1187, 885, 1453, 902)
advertisement: ΣΥΦΙΛΙΔΙΚΑ ΚΩΣΤΑΚΗ Ἀγ. Κωνσταντίνου 19 (89, 1362, 286, 1397)
article-heading: ΓΕΡΜΑΝΙΚΟΙ ΦΟΒΟΙ (117, 531, 258, 548)
list-item: Αἰολ. — «Τὰ ἐξ ἀνάγκης». (44, 300, 197, 314)
article-body: ΡΩΜΗ, 16 Αὐγούστου. Τηλεγραφοῦσιν ἐκ Βουκουρεστίου ὅτι ἀναμένεται ἐκεῖ ὁ κ. Βενιζέλος, ὅστις θὰ ἀπέλθῃ ἐκεῖθεν εἰς Βελιγράδιον. Αἱ βάσεις τῆς ἑλληνορρουμανοσερβικῆς συμμαχίας θὰ τεθῶσιν κατὰ τὰς συνομιλίας. (1088, 707, 1552, 750)
article-heading: ΑΠΕΓΝΩΣΜΕΝΗ ΠΡΟΣΠΑΘΕΙΑ ΤΟΥ ΚΕΜΑΛ (1204, 268, 1436, 282)
advertisement: ΠΡΟΜΠΟΝΑ ΙΑΤΡΟΣ—ΦΑΡΜΑΚΟΠΟΙΟΣ ΑΝΘΡΩΠΟΣΩΤΗΡΙΟΙ ΘΕΡΑΠΕΥΟΥΝ ΤΗΝ ΚΗΛΗΝ ΑΝΕΓΧΕΙΡΗΣΕΩΣ Ὁδὸς Πειραιῶς 5, Ἀθῆναι (76, 1028, 299, 1152)
edition-heading: ΔΕΥΤΕΡΑ ΕΚΔΟΣΙΣ (1136, 128, 1504, 166)
article-subheading: ΤΩΝ ΡΩΣΣΩΝ ΚΑΤΑ ΤΩΝ ΠΟΛΩΝΩΝ (1161, 188, 1479, 209)
article-body: ΡΩΜΗ, 16 Αὐγούστου. Κατὰ τηλεγράφημα ἐκ Βερολίνου, ὁ ὑπουργὸς τῶν Ἐσωτερικῶν κ. Κὸχ ἐξέφρασεν φόβους ὅτι κατὰ τὴν διαπραγμάτευσιν τῶν διαφορῶν εἰς Βρυξέλλας ἐνδέχεται ἡ Γαλλία νὰ ζητήσῃ τὴν κατοχὴν τοῦ Ρούρ. (43, 565, 332, 651)
article-heading: ΟΙ ΜΩΑΜΕΘΑΝΟΙ ΤΗΣ ΑΠΟΚΡΙΣΕΙΣ ΘΡΑΚΗΣ (1200, 452, 1440, 466)
article-subheading: ΑΙ ΒΑΣΕΙΣ ΤΗΣ ΕΛΛΗΝΟΡΡΟΥΜΑΝΟΣΕΡΒΙΚΗΣ ΣΥΜΜΑΧΙΑΣ (1167, 693, 1473, 706)
